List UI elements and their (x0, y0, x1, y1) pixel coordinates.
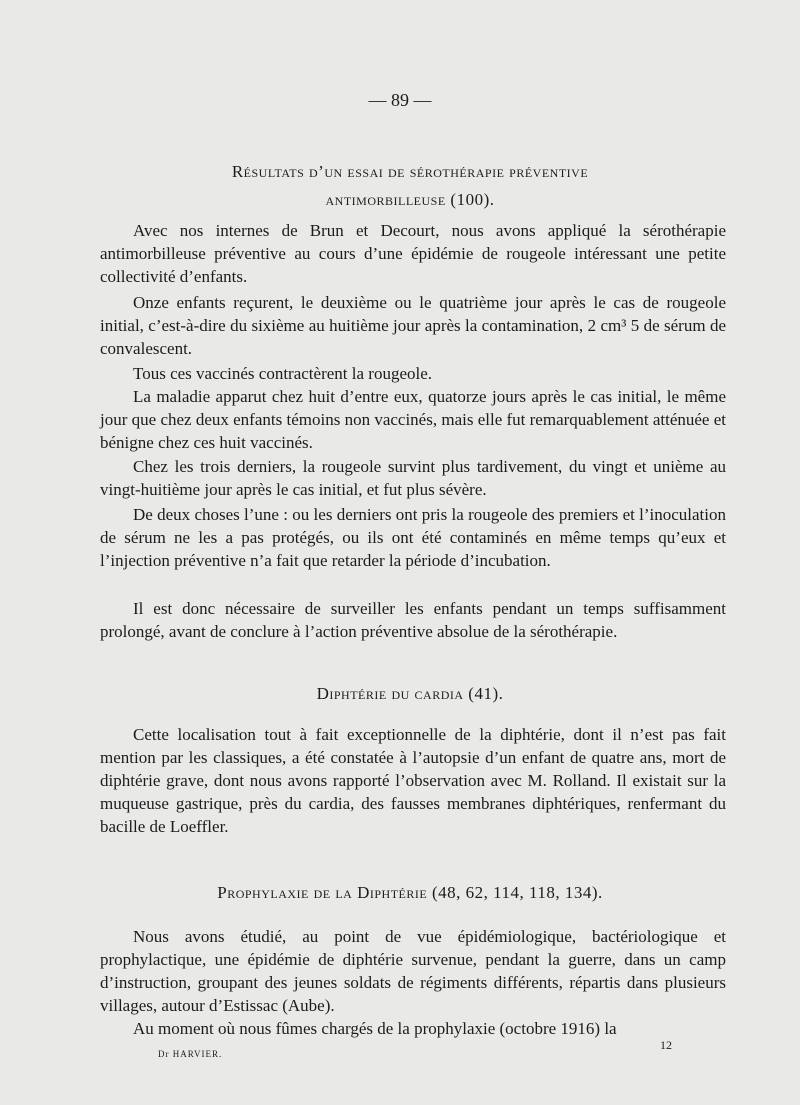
paragraph: Avec nos internes de Brun et Decourt, nous avons appliqué la sérothérapie antimorbilleuse préventive au cours d’une épidémie de rougeole intéressant une petite collectivité d’enfants. (100, 221, 726, 286)
paragraph: Chez les trois derniers, la rougeole survint plus tardivement, du vingt et unième au vingt-huitième jour après le cas initial, et fut plus sévère. (100, 457, 726, 499)
paragraph: Au moment où nous fûmes chargés de la prophylaxie (octobre 1916) la (133, 1019, 617, 1038)
paragraph: De deux choses l’une : ou les derniers ont pris la rougeole des premiers et l’inoculation de sérum ne les a pas protégés, ou ils ont été contaminés en même temps qu’eux et l’injection préventive n’a fait que retarder la période d’incubation. (100, 505, 726, 570)
paragraph: Nous avons étudié, au point de vue épidémiologique, bactériologique et prophylactique, une épidémie de diphtérie survenue, pendant la guerre, dans un camp d’instruction, groupant des jeunes soldats de régiments différents, répartis dans plusieurs villages, autour d’Estissac (Aube). (100, 927, 726, 1015)
section-title-prophylaxie: Prophylaxie de la Diphtérie (48, 62, 114, 118, 134). (217, 883, 603, 902)
section-title-line-1: Résultats d’un essai de sérothérapie préventive (231, 162, 589, 181)
footer-sheet-number: 12 (660, 1038, 672, 1052)
section-title-line-2: antimorbilleuse (100). (325, 190, 495, 209)
paragraph: Il est donc nécessaire de surveiller les enfants pendant un temps suffisamment prolongé, avant de conclure à l’action préventive absolue de la sérothérapie. (100, 599, 726, 641)
paragraph: La maladie apparut chez huit d’entre eux, quatorze jours après le cas initial, le même jour que chez deux enfants témoins non vaccinés, mais elle fut remarquablement atténuée et bénigne chez ces huit vaccinés. (100, 387, 726, 452)
paragraph: Tous ces vaccinés contractèrent la rougeole. (133, 364, 433, 383)
footer-signature-mark: Dr HARVIER. (158, 1049, 223, 1059)
section-title-serotherapie (100, 158, 720, 214)
paragraph: Cette localisation tout à fait exceptionnelle de la diphtérie, dont il n’est pas fait mention par les classiques, a été constatée à l’autopsie d’un enfant de quatre ans, mort de diphtérie grave, dont nous avons rapporté l’observation avec M. Rolland. Il existait sur la muqueuse gastrique, près du cardia, des fausses membranes diphtériques, renfermant du bacille de Loeffler. (100, 725, 726, 836)
paragraph: Onze enfants reçurent, le deuxième ou le quatrième jour après le cas de rougeole initial, c’est-à-dire du sixième au huitième jour après la contamination, 2 cm³ 5 de sérum de convalescent. (100, 293, 726, 358)
section-title-diphterie-cardia: Diphtérie du cardia (41). (316, 684, 504, 703)
page-number: — 89 — (368, 90, 432, 110)
